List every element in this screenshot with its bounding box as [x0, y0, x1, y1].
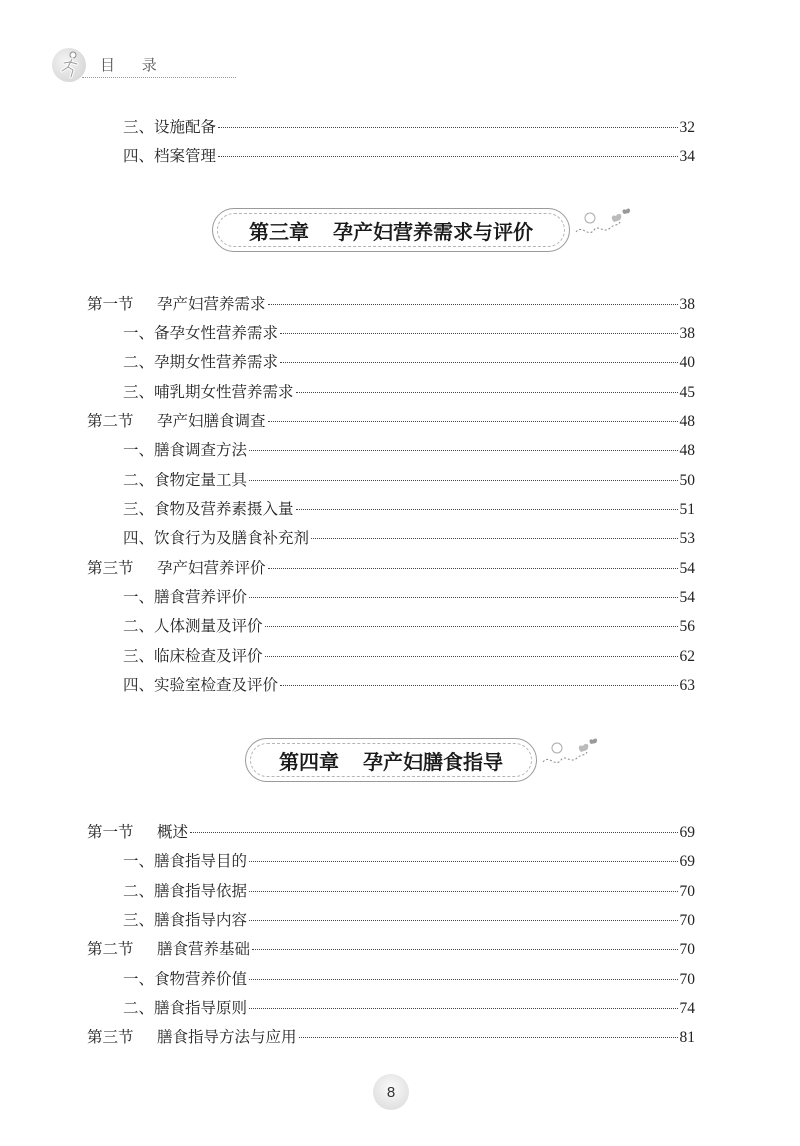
entry-label: 二、膳食指导依据	[123, 882, 248, 900]
entry-label: 四、实验室检查及评价	[123, 676, 279, 694]
dot-leader	[249, 920, 677, 921]
toc-entry[interactable]	[123, 526, 695, 550]
entry-label: 二、人体测量及评价	[123, 617, 263, 635]
dot-leader	[218, 156, 677, 157]
entry-label: 膳食指导方法与应用	[157, 1028, 297, 1046]
section-number: 第一节	[87, 823, 134, 841]
toc-entry[interactable]	[123, 673, 695, 697]
dot-leader	[252, 949, 677, 950]
toc-entry[interactable]	[123, 585, 695, 609]
dot-leader	[218, 127, 677, 128]
entry-label: 三、临床检查及评价	[123, 647, 263, 665]
entry-page: 70	[679, 971, 695, 988]
entry-page: 51	[679, 501, 695, 518]
toc-entry[interactable]	[123, 144, 695, 168]
dot-leader	[296, 392, 678, 393]
entry-page: 32	[679, 119, 695, 136]
entry-label: 孕产妇营养需求	[157, 295, 266, 313]
dot-leader	[249, 891, 677, 892]
entry-label: 三、哺乳期女性营养需求	[123, 383, 294, 401]
entry-page: 34	[679, 148, 695, 165]
dot-leader	[296, 509, 678, 510]
toc-section-entry[interactable]	[87, 820, 695, 844]
entry-page: 38	[679, 325, 695, 342]
dot-leader	[249, 450, 677, 451]
toc-section-entry[interactable]	[87, 937, 695, 961]
header-title: 目 录	[100, 56, 168, 74]
entry-page: 54	[679, 589, 695, 606]
entry-page: 54	[679, 560, 695, 577]
running-figure-icon	[58, 51, 82, 79]
entry-label: 二、膳食指导原则	[123, 999, 248, 1017]
dot-leader	[249, 861, 677, 862]
toc-entry[interactable]	[123, 849, 695, 873]
dot-leader	[249, 480, 677, 481]
entry-label: 一、备孕女性营养需求	[123, 324, 279, 342]
dot-leader	[280, 362, 677, 363]
dot-leader	[249, 1008, 677, 1009]
entry-page: 56	[679, 618, 695, 635]
entry-page: 45	[679, 384, 695, 401]
entry-page: 62	[679, 648, 695, 665]
entry-label: 二、食物定量工具	[123, 471, 248, 489]
entry-page: 48	[679, 413, 695, 430]
toc-section-entry[interactable]	[87, 409, 695, 433]
entry-page: 74	[679, 1000, 695, 1017]
dot-leader	[265, 656, 678, 657]
entry-label: 一、食物营养价值	[123, 970, 248, 988]
entry-page: 48	[679, 442, 695, 459]
dot-leader	[265, 626, 678, 627]
toc-entry[interactable]	[123, 350, 695, 374]
entry-page: 70	[679, 912, 695, 929]
toc-section-entry[interactable]	[87, 292, 695, 316]
entry-page: 69	[679, 853, 695, 870]
toc-entry[interactable]	[123, 468, 695, 492]
chapter-4-banner	[245, 738, 537, 782]
entry-label: 二、孕期女性营养需求	[123, 353, 279, 371]
dot-leader	[299, 1037, 678, 1038]
entry-label: 膳食营养基础	[157, 940, 251, 958]
header-divider	[82, 77, 236, 78]
toc-section-entry[interactable]	[87, 556, 695, 580]
entry-page: 50	[679, 472, 695, 489]
hearts-doodle-icon	[541, 734, 603, 770]
dot-leader	[280, 333, 677, 334]
entry-page: 69	[679, 824, 695, 841]
entry-page: 81	[679, 1029, 695, 1046]
entry-label: 孕产妇膳食调查	[157, 412, 266, 430]
dot-leader	[268, 568, 678, 569]
toc-entry[interactable]	[123, 644, 695, 668]
entry-label: 一、膳食调查方法	[123, 441, 248, 459]
chapter-3-heading: 第三章 孕产妇营养需求与评价	[249, 219, 533, 244]
page-number: 8	[373, 1074, 409, 1110]
toc-entry[interactable]	[123, 879, 695, 903]
chapter-3-banner	[212, 208, 570, 252]
section-number: 第三节	[87, 1028, 134, 1046]
entry-page: 70	[679, 941, 695, 958]
entry-label: 概述	[157, 823, 189, 841]
entry-label: 四、饮食行为及膳食补充剂	[123, 529, 310, 547]
hearts-doodle-icon	[574, 204, 636, 240]
entry-page: 70	[679, 883, 695, 900]
entry-label: 一、膳食指导目的	[123, 852, 248, 870]
dot-leader	[249, 597, 677, 598]
dot-leader	[268, 304, 678, 305]
running-header	[52, 48, 187, 82]
section-number: 第二节	[87, 412, 134, 430]
entry-page: 63	[679, 677, 695, 694]
dot-leader	[190, 832, 677, 833]
toc-entry[interactable]	[123, 996, 695, 1020]
chapter-4-heading: 第四章 孕产妇膳食指导	[279, 749, 503, 774]
entry-label: 三、食物及营养素摄入量	[123, 500, 294, 518]
toc-entry[interactable]	[123, 115, 695, 139]
entry-page: 53	[679, 530, 695, 547]
dot-leader	[268, 421, 678, 422]
entry-page: 38	[679, 296, 695, 313]
entry-label: 一、膳食营养评价	[123, 588, 248, 606]
toc-section-entry[interactable]	[87, 1025, 695, 1049]
dot-leader	[311, 538, 677, 539]
dot-leader	[280, 685, 677, 686]
dot-leader	[249, 979, 677, 980]
toc-entry[interactable]	[123, 321, 695, 345]
entry-page: 40	[679, 354, 695, 371]
entry-label: 三、膳食指导内容	[123, 911, 248, 929]
entry-label: 三、设施配备	[123, 118, 217, 136]
toc-entry[interactable]	[123, 967, 695, 991]
toc-entry[interactable]	[123, 614, 695, 638]
toc-entry[interactable]	[123, 497, 695, 521]
section-number: 第一节	[87, 295, 134, 313]
section-number: 第三节	[87, 559, 134, 577]
toc-entry[interactable]	[123, 908, 695, 932]
toc-entry[interactable]	[123, 438, 695, 462]
section-number: 第二节	[87, 940, 134, 958]
entry-label: 孕产妇营养评价	[157, 559, 266, 577]
toc-entry[interactable]	[123, 380, 695, 404]
entry-label: 四、档案管理	[123, 147, 217, 165]
